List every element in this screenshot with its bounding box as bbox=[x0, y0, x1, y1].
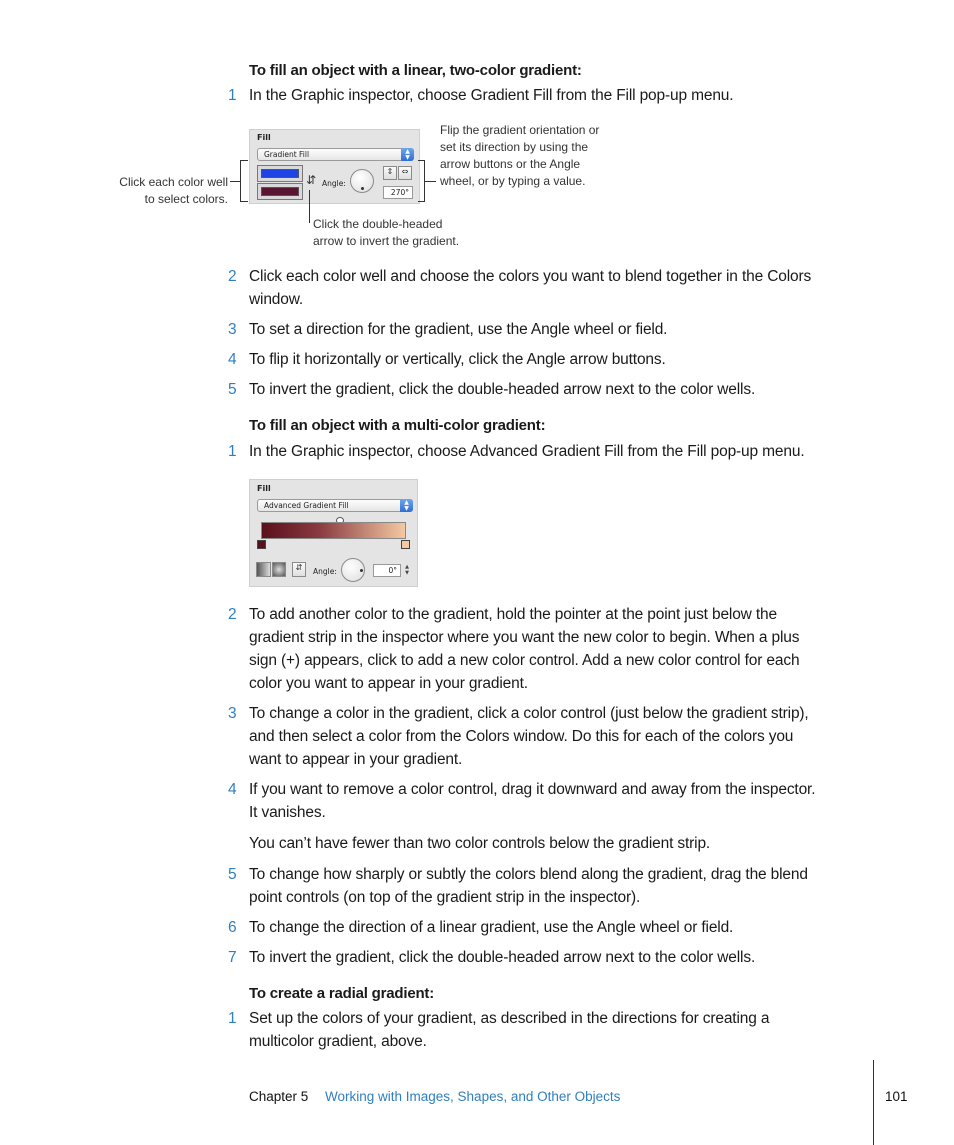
step-text: To flip it horizontally or vertically, click the Angle arrow buttons. bbox=[249, 351, 666, 368]
step-item bbox=[228, 778, 868, 824]
callout-bracket bbox=[240, 160, 241, 202]
footer-chapter: Chapter 5 bbox=[249, 1089, 309, 1104]
section-heading-linear: To fill an object with a linear, two-color gradient: bbox=[249, 62, 582, 79]
fill-popup-value: Gradient Fill bbox=[264, 150, 310, 159]
step-text: In the Graphic inspector, choose Advanced Gradient Fill from the Fill pop-up menu. bbox=[249, 443, 805, 460]
callout-line bbox=[230, 181, 240, 182]
step-text: Set up the colors of your gradient, as described in the directions for creating a multicolor gradient, above. bbox=[249, 1010, 770, 1050]
callout-color-wells bbox=[100, 174, 228, 208]
angle-wheel[interactable] bbox=[341, 558, 365, 582]
step-item bbox=[228, 318, 868, 341]
step-item bbox=[228, 702, 868, 771]
angle-field[interactable]: 0° bbox=[373, 564, 401, 577]
gradient-strip[interactable] bbox=[261, 522, 406, 539]
callout-invert bbox=[313, 216, 513, 250]
callout-text: wheel, or by typing a value. bbox=[440, 174, 586, 188]
step-item bbox=[228, 863, 868, 909]
footer-chapter-title[interactable]: Working with Images, Shapes, and Other Objects bbox=[325, 1089, 621, 1104]
callout-text: to select colors. bbox=[144, 192, 228, 206]
step-text: In the Graphic inspector, choose Gradient Fill from the Fill pop-up menu. bbox=[249, 87, 734, 104]
color-well-start[interactable] bbox=[257, 165, 303, 182]
fill-label: Fill bbox=[257, 133, 271, 142]
step-item bbox=[228, 946, 868, 969]
step-text: To add another color to the gradient, hold the pointer at the point just below the gradient strip in the inspector where you want the new color to begin. When a plus sign (+) appears, click to add a new color control. Add a new color control for each color you want to appear in your gradient. bbox=[249, 606, 800, 692]
step-number: 1 bbox=[228, 87, 237, 104]
callout-line bbox=[418, 201, 425, 202]
callout-line bbox=[418, 160, 425, 161]
step-item bbox=[228, 84, 868, 107]
section-heading-radial: To create a radial gradient: bbox=[249, 985, 435, 1002]
step-item bbox=[228, 378, 868, 401]
color-control-end[interactable] bbox=[401, 540, 410, 549]
invert-gradient-arrow-icon[interactable]: ⇵ bbox=[292, 562, 306, 577]
flip-horizontal-button[interactable]: ⇔ bbox=[398, 166, 412, 180]
callout-flip bbox=[440, 122, 640, 190]
callout-text: arrow to invert the gradient. bbox=[313, 234, 460, 248]
callout-text: set its direction by using the bbox=[440, 140, 589, 154]
step-text: To invert the gradient, click the double-headed arrow next to the color wells. bbox=[249, 949, 756, 966]
fill-popup-value: Advanced Gradient Fill bbox=[264, 501, 349, 510]
step-number: 4 bbox=[228, 781, 237, 798]
callout-line bbox=[240, 201, 248, 202]
color-well-end[interactable] bbox=[257, 183, 303, 200]
step-text: To change how sharply or subtly the colors blend along the gradient, drag the blend point controls (on top of the gradient strip in the inspector). bbox=[249, 866, 808, 906]
step-item bbox=[228, 265, 868, 311]
callout-text: Flip the gradient orientation or bbox=[440, 123, 600, 137]
step-number: 2 bbox=[228, 268, 237, 285]
radial-gradient-button[interactable] bbox=[272, 562, 286, 577]
invert-gradient-arrow-icon[interactable]: ⇵ bbox=[306, 173, 317, 187]
callout-line bbox=[240, 160, 248, 161]
callout-line bbox=[425, 181, 436, 182]
angle-wheel-indicator-icon bbox=[361, 187, 364, 190]
step-text: To change the direction of a linear gradient, use the Angle wheel or field. bbox=[249, 919, 734, 936]
color-swatch bbox=[261, 169, 299, 178]
flip-vertical-button[interactable]: ⇕ bbox=[383, 166, 397, 180]
callout-text: arrow buttons or the Angle bbox=[440, 157, 581, 171]
step-number: 6 bbox=[228, 919, 237, 936]
angle-label: Angle: bbox=[322, 179, 346, 188]
step-number: 1 bbox=[228, 1010, 237, 1027]
note-text: You can’t have fewer than two color controls below the gradient strip. bbox=[249, 835, 711, 852]
step-number: 5 bbox=[228, 866, 237, 883]
fill-popup-menu[interactable] bbox=[257, 499, 413, 512]
step-number: 1 bbox=[228, 443, 237, 460]
linear-gradient-button[interactable] bbox=[256, 562, 271, 577]
popup-arrows-icon: ▲ ▼ bbox=[400, 499, 413, 512]
color-control-start[interactable] bbox=[257, 540, 266, 549]
step-text: If you want to remove a color control, drag it downward and away from the inspector. It vanishes. bbox=[249, 781, 816, 821]
callout-text: Click the double-headed bbox=[313, 217, 443, 231]
step-item bbox=[228, 603, 868, 695]
callout-line bbox=[309, 190, 310, 223]
step-text: To change a color in the gradient, click a color control (just below the gradient strip), and then select a color from the Colors window. Do this for each of the colors you want to appear in your gradient. bbox=[249, 705, 809, 768]
section-heading-multicolor: To fill an object with a multi-color gradient: bbox=[249, 417, 546, 434]
angle-wheel[interactable] bbox=[350, 169, 374, 193]
step-text: Click each color well and choose the colors you want to blend together in the Colors window. bbox=[249, 268, 812, 308]
angle-label: Angle: bbox=[313, 567, 337, 576]
step-text: To invert the gradient, click the double-headed arrow next to the color wells. bbox=[249, 381, 756, 398]
step-number: 4 bbox=[228, 351, 237, 368]
page-number: 101 bbox=[885, 1089, 908, 1104]
step-number: 2 bbox=[228, 606, 237, 623]
inspector-figure-advanced bbox=[249, 479, 418, 587]
inspector-figure-linear bbox=[249, 129, 420, 204]
step-number: 5 bbox=[228, 381, 237, 398]
step-text: To set a direction for the gradient, use the Angle wheel or field. bbox=[249, 321, 668, 338]
angle-field[interactable]: 270° bbox=[383, 186, 413, 199]
popup-arrows-icon: ▲ ▼ bbox=[401, 148, 414, 161]
angle-stepper[interactable]: ▲ ▼ bbox=[405, 564, 409, 576]
angle-wheel-indicator-icon bbox=[360, 569, 363, 572]
step-number: 7 bbox=[228, 949, 237, 966]
step-item bbox=[228, 348, 868, 371]
fill-popup-menu[interactable] bbox=[257, 148, 414, 161]
step-number: 3 bbox=[228, 321, 237, 338]
step-item bbox=[228, 440, 868, 463]
footer-divider bbox=[873, 1060, 874, 1145]
callout-text: Click each color well bbox=[119, 175, 228, 189]
step-item bbox=[228, 916, 868, 939]
step-item bbox=[228, 1007, 868, 1053]
fill-label: Fill bbox=[257, 484, 271, 493]
step-number: 3 bbox=[228, 705, 237, 722]
color-swatch bbox=[261, 187, 299, 196]
